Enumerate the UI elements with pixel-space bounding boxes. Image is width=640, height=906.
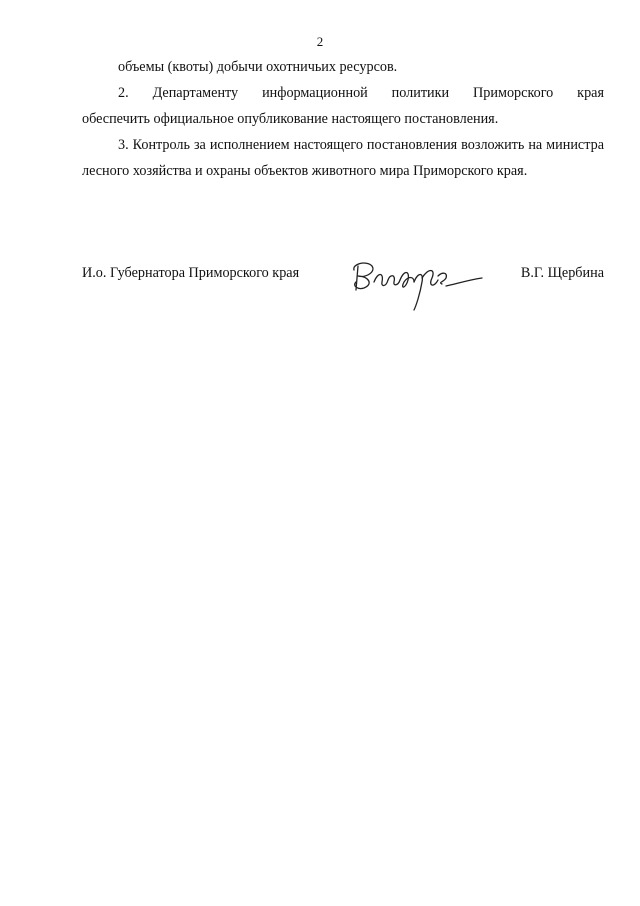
handwritten-signature [344,254,494,314]
paragraph-quota-continuation: объемы (квоты) добычи охотничьих ресурсов. [118,59,398,75]
paragraph-2-second-line: обеспечить официальное опубликование настоящего постановления. [82,111,499,127]
document-body [82,54,604,184]
paragraph-3-control: 3. Контроль за исполнением настоящего постановления возложить на министра лесного хозяйства и охраны объектов животного мира Приморского края. [82,137,604,179]
paragraph-2-first-line: 2. Департаменту информационной политики Приморского края [118,85,604,101]
signatory-position: И.о. Губернатора Приморского края [82,265,300,281]
page-number: 2 [316,34,324,49]
signatory-name: В.Г. Щербина [520,265,604,281]
signature-block [82,262,604,312]
